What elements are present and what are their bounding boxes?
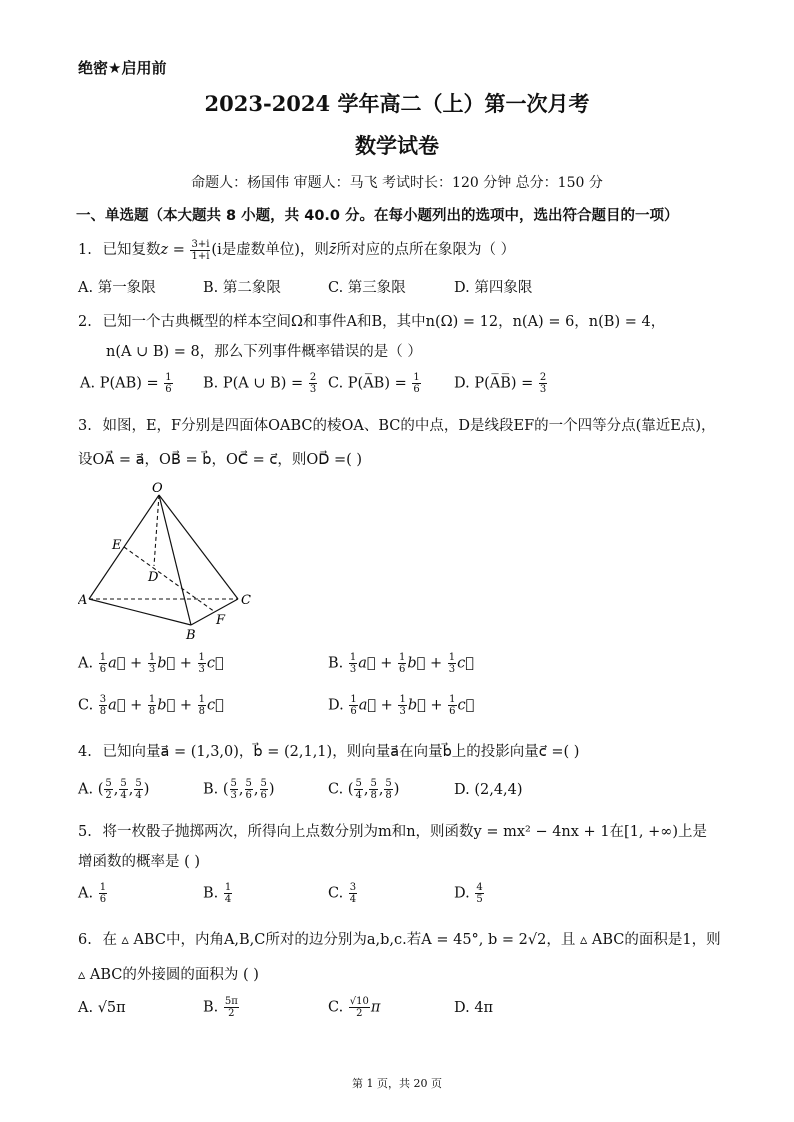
vector-symbol: a⃗ bbox=[358, 697, 377, 714]
question-number: 2. bbox=[78, 314, 92, 330]
fraction-denominator: 6 bbox=[398, 664, 406, 675]
option-label: D. P(A̅B̅) = bbox=[454, 375, 534, 392]
edge-ob bbox=[159, 495, 191, 625]
vector-symbol: b⃗ bbox=[407, 697, 426, 714]
option-fraction bbox=[539, 372, 547, 395]
vector-symbol: c⃗ bbox=[206, 655, 224, 672]
fraction-numerator: 2 bbox=[309, 372, 317, 383]
option-label: B. P(A ∪ B) = bbox=[203, 375, 304, 392]
label-c: C bbox=[241, 593, 251, 608]
option-fraction bbox=[134, 778, 142, 801]
question-6 bbox=[78, 928, 721, 949]
question-5 bbox=[78, 820, 707, 841]
plus-sign: + bbox=[375, 655, 397, 672]
fraction-numerator: 1 bbox=[449, 694, 456, 705]
q1-mid: (i是虚数单位)，则 bbox=[211, 242, 329, 258]
exam-info: 命题人：杨国伟 审题人：马飞 考试时长：120 分钟 总分：150 分 bbox=[191, 175, 603, 191]
plus-sign: + bbox=[376, 697, 398, 714]
paren: ) bbox=[268, 781, 275, 798]
fraction-numerator: 1 bbox=[448, 652, 456, 663]
option-letter: B. bbox=[328, 655, 348, 672]
option-fraction bbox=[119, 778, 127, 801]
edge-ab bbox=[89, 599, 191, 625]
comma: , bbox=[253, 781, 259, 798]
fraction-denominator: 8 bbox=[370, 790, 377, 801]
q3-option-a bbox=[78, 652, 224, 675]
option-fraction bbox=[164, 372, 172, 395]
option-fraction bbox=[198, 652, 206, 675]
q3-line2: 设OA⃗ = a⃗，OB⃗ = b⃗，OC⃗ = c⃗，则OD⃗ =( ) bbox=[78, 452, 363, 468]
option-fraction bbox=[448, 652, 456, 675]
vector-symbol: b⃗ bbox=[407, 655, 426, 672]
fraction-denominator: 6 bbox=[449, 706, 456, 717]
fraction-denominator: 4 bbox=[355, 790, 362, 801]
question-4 bbox=[78, 740, 579, 761]
option-fraction bbox=[224, 882, 232, 905]
q2-line2: n(A ∪ B) = 8，那么下列事件概率错误的是（ ） bbox=[106, 344, 422, 360]
q5-line1: 将一枚骰子抛掷两次，所得向上点数分别为m和n，则函数y = mx² − 4nx + 1在[1, +∞)上是 bbox=[102, 824, 708, 840]
option-fraction bbox=[99, 694, 107, 717]
fraction-denominator: 6 bbox=[413, 384, 420, 395]
fraction-numerator: 1 bbox=[350, 694, 357, 705]
comma: , bbox=[378, 781, 384, 798]
fraction-denominator: 3 bbox=[230, 790, 237, 801]
option-fraction bbox=[384, 778, 392, 801]
q2-option-c bbox=[328, 372, 422, 395]
option-fraction bbox=[224, 996, 239, 1019]
exam-title: 2023-2024 学年高二（上）第一次月考 bbox=[204, 91, 590, 116]
fraction-denominator: 2 bbox=[356, 1008, 363, 1019]
q3-option-d bbox=[328, 694, 474, 717]
q1-zbar: z̄ bbox=[328, 242, 337, 258]
fraction-numerator: 3 bbox=[99, 694, 107, 705]
label-e: E bbox=[112, 538, 122, 553]
edge-oc bbox=[159, 495, 238, 599]
fraction-numerator: 1 bbox=[99, 652, 107, 663]
page-footer: 第 1 页，共 20 页 bbox=[352, 1077, 442, 1090]
fraction-denominator: 3 bbox=[349, 664, 357, 675]
fraction-denominator: 6 bbox=[99, 664, 107, 675]
q1-z: z = bbox=[160, 242, 185, 258]
option-letter: A. ( bbox=[78, 781, 104, 798]
vector-symbol: b⃗ bbox=[157, 655, 176, 672]
q1-pre: 已知复数 bbox=[102, 242, 161, 258]
fraction-numerator: 1 bbox=[399, 694, 406, 705]
fraction-numerator: 4 bbox=[476, 882, 483, 893]
label-f: F bbox=[216, 613, 226, 628]
fraction-denominator: 8 bbox=[198, 706, 206, 717]
fraction-denominator: 6 bbox=[350, 706, 357, 717]
fraction-numerator: 1 bbox=[148, 652, 156, 663]
fraction-denominator: 4 bbox=[224, 894, 232, 905]
option-letter: A. bbox=[78, 885, 98, 902]
q4-text: 已知向量a⃗ = (1,3,0)，b⃗ = (2,1,1)，则向量a⃗在向量b⃗上的投影向量c⃗ =( ) bbox=[102, 744, 580, 760]
label-d: D bbox=[148, 570, 159, 585]
question-number: 1. bbox=[78, 242, 92, 258]
q1-option-c: C. 第三象限 bbox=[328, 280, 406, 296]
fraction-denominator: 3 bbox=[198, 664, 205, 675]
fraction-numerator: 5 bbox=[355, 778, 362, 789]
option-fraction bbox=[148, 652, 156, 675]
option-fraction bbox=[349, 694, 357, 717]
fraction-denominator: 6 bbox=[245, 790, 252, 801]
fraction-denominator: 6 bbox=[165, 384, 172, 395]
fraction-numerator: 2 bbox=[539, 372, 547, 383]
comma: , bbox=[128, 781, 134, 798]
q4-option-c bbox=[328, 778, 399, 801]
fraction-numerator: 5 bbox=[370, 778, 377, 789]
fraction-denominator: 8 bbox=[385, 790, 392, 801]
comma: , bbox=[363, 781, 369, 798]
vector-symbol: a⃗ bbox=[108, 655, 126, 672]
plus-sign: + bbox=[425, 655, 447, 672]
option-fraction bbox=[104, 778, 112, 801]
option-fraction bbox=[349, 652, 357, 675]
q2-option-b bbox=[203, 372, 318, 395]
fraction-numerator: 1 bbox=[99, 882, 107, 893]
question-2 bbox=[78, 310, 665, 331]
option-fraction bbox=[354, 778, 362, 801]
option-fraction bbox=[412, 372, 420, 395]
vector-symbol: c⃗ bbox=[207, 697, 224, 714]
question-number: 5. bbox=[78, 824, 92, 840]
fraction-denominator: 2 bbox=[228, 1008, 235, 1019]
fraction-numerator: 1 bbox=[198, 694, 206, 705]
q5-option-c bbox=[328, 882, 358, 905]
question-3 bbox=[78, 414, 716, 435]
question-number: 6. bbox=[78, 932, 92, 948]
option-fraction bbox=[349, 882, 357, 905]
q1-post: 所对应的点所在象限为（ ） bbox=[336, 242, 516, 258]
q2-option-d bbox=[454, 372, 548, 395]
option-tail: π bbox=[370, 999, 381, 1016]
fraction-denominator: 2 bbox=[105, 790, 112, 801]
q2-line1: 已知一个古典概型的样本空间Ω和事件A和B，其中n(Ω) = 12，n(A) = 6，n(B) = 4， bbox=[102, 314, 666, 330]
label-o: O bbox=[152, 481, 163, 496]
q5-option-a bbox=[78, 882, 108, 905]
option-letter: D. bbox=[454, 885, 475, 902]
fraction-denominator: 3 bbox=[448, 664, 456, 675]
option-label: B. bbox=[203, 999, 219, 1016]
fraction-denominator: 4 bbox=[135, 790, 142, 801]
option-letter: B. bbox=[203, 885, 223, 902]
vector-symbol: a⃗ bbox=[358, 655, 376, 672]
q5-option-b bbox=[203, 882, 233, 905]
q1-fraction bbox=[190, 239, 210, 262]
fraction-numerator: 1 bbox=[148, 694, 156, 705]
fraction-denominator: 8 bbox=[148, 706, 156, 717]
option-letter: C. bbox=[78, 697, 98, 714]
q6-option-c bbox=[328, 996, 380, 1019]
option-label: C. bbox=[328, 999, 344, 1016]
question-1 bbox=[78, 238, 515, 262]
option-label: A. P(AB) = bbox=[80, 375, 159, 392]
fraction-denominator: 6 bbox=[99, 894, 107, 905]
fraction-denominator: 3 bbox=[399, 706, 406, 717]
paren: ) bbox=[143, 781, 150, 798]
q3-line1: 如图，E，F分别是四面体OABC的棱OA、BC的中点，D是线段EF的一个四等分点(靠近E点)， bbox=[102, 418, 716, 434]
fraction-numerator: 5π bbox=[224, 996, 238, 1007]
edge-bc bbox=[191, 599, 238, 625]
plus-sign: + bbox=[125, 697, 147, 714]
fraction-denominator: 6 bbox=[260, 790, 267, 801]
option-fraction bbox=[398, 652, 406, 675]
confidential-mark: 绝密★启用前 bbox=[78, 59, 167, 77]
fraction-numerator: 1 bbox=[165, 372, 172, 383]
option-fraction bbox=[349, 996, 370, 1019]
plus-sign: + bbox=[425, 697, 448, 714]
vector-symbol: c⃗ bbox=[457, 655, 474, 672]
option-fraction bbox=[448, 694, 456, 717]
q6-option-a: A. √5π bbox=[78, 1000, 126, 1016]
tetrahedron-figure bbox=[78, 478, 268, 643]
question-number: 4. bbox=[78, 744, 92, 760]
option-fraction bbox=[245, 778, 253, 801]
vector-symbol: b⃗ bbox=[157, 697, 176, 714]
q6-option-d: D. 4π bbox=[454, 1000, 494, 1016]
plus-sign: + bbox=[175, 697, 197, 714]
exam-subtitle: 数学试卷 bbox=[355, 133, 439, 158]
paren: ) bbox=[393, 781, 400, 798]
fraction-numerator: √10 bbox=[349, 996, 369, 1007]
q6-option-b bbox=[203, 996, 240, 1019]
option-letter: C. bbox=[328, 885, 348, 902]
vector-symbol: a⃗ bbox=[108, 697, 126, 714]
fraction-denominator: 3 bbox=[539, 384, 547, 395]
fraction-numerator: 5 bbox=[105, 778, 112, 789]
option-fraction bbox=[99, 882, 107, 905]
option-letter: D. bbox=[328, 697, 349, 714]
fraction-denominator: 4 bbox=[349, 894, 357, 905]
segment-ef bbox=[124, 547, 215, 612]
fraction-numerator: 5 bbox=[120, 778, 127, 789]
fraction-denominator: 1+i bbox=[191, 250, 210, 262]
q5-line2: 增函数的概率是 ( ) bbox=[78, 854, 201, 870]
fraction-denominator: 5 bbox=[476, 894, 483, 905]
segment-od bbox=[154, 495, 159, 566]
fraction-denominator: 4 bbox=[120, 790, 127, 801]
option-fraction bbox=[475, 882, 483, 905]
option-letter: B. ( bbox=[203, 781, 229, 798]
fraction-denominator: 8 bbox=[99, 706, 107, 717]
comma: , bbox=[113, 781, 119, 798]
fraction-numerator: 5 bbox=[135, 778, 142, 789]
fraction-numerator: 5 bbox=[245, 778, 252, 789]
fraction-numerator: 1 bbox=[224, 882, 232, 893]
option-label: C. P(A̅B) = bbox=[328, 375, 407, 392]
fraction-numerator: 1 bbox=[398, 652, 406, 663]
fraction-numerator: 1 bbox=[198, 652, 205, 663]
q1-option-b: B. 第二象限 bbox=[203, 280, 281, 296]
fraction-denominator: 3 bbox=[148, 664, 156, 675]
option-fraction bbox=[369, 778, 377, 801]
fraction-numerator: 5 bbox=[260, 778, 267, 789]
plus-sign: + bbox=[125, 655, 147, 672]
q1-option-d: D. 第四象限 bbox=[454, 280, 533, 296]
option-fraction bbox=[198, 694, 206, 717]
q6-line2: ▵ ABC的外接圆的面积为 ( ) bbox=[78, 967, 259, 983]
q4-option-a bbox=[78, 778, 149, 801]
q2-option-a bbox=[80, 372, 174, 395]
q4-option-b bbox=[203, 778, 275, 801]
q4-option-d: D. (2,4,4) bbox=[454, 782, 523, 798]
option-fraction bbox=[99, 652, 107, 675]
fraction-numerator: 3+i bbox=[191, 238, 210, 250]
option-fraction bbox=[398, 694, 406, 717]
fraction-numerator: 1 bbox=[413, 372, 420, 383]
comma: , bbox=[238, 781, 244, 798]
question-number: 3. bbox=[78, 418, 92, 434]
fraction-numerator: 5 bbox=[230, 778, 237, 789]
option-letter: A. bbox=[78, 655, 98, 672]
fraction-numerator: 5 bbox=[385, 778, 392, 789]
option-fraction bbox=[230, 778, 238, 801]
plus-sign: + bbox=[175, 655, 197, 672]
fraction-numerator: 1 bbox=[349, 652, 357, 663]
q5-option-d bbox=[454, 882, 485, 905]
label-b: B bbox=[186, 628, 196, 643]
vector-symbol: c⃗ bbox=[457, 697, 475, 714]
label-a: A bbox=[78, 593, 88, 608]
q1-option-a: A. 第一象限 bbox=[78, 280, 156, 296]
option-fraction bbox=[148, 694, 156, 717]
option-letter: C. ( bbox=[328, 781, 354, 798]
q3-option-c bbox=[78, 694, 224, 717]
q3-option-b bbox=[328, 652, 474, 675]
fraction-denominator: 3 bbox=[309, 384, 317, 395]
fraction-numerator: 3 bbox=[349, 882, 357, 893]
q6-line1: 在 ▵ ABC中，内角A,B,C所对的边分别为a,b,c.若A = 45°, b = 2√2，且 ▵ ABC的面积是1，则 bbox=[102, 932, 721, 948]
option-fraction bbox=[309, 372, 317, 395]
option-fraction bbox=[260, 778, 268, 801]
section-title: 一、单选题（本大题共 8 小题，共 40.0 分。在每小题列出的选项中，选出符合题目的一项） bbox=[76, 208, 679, 224]
